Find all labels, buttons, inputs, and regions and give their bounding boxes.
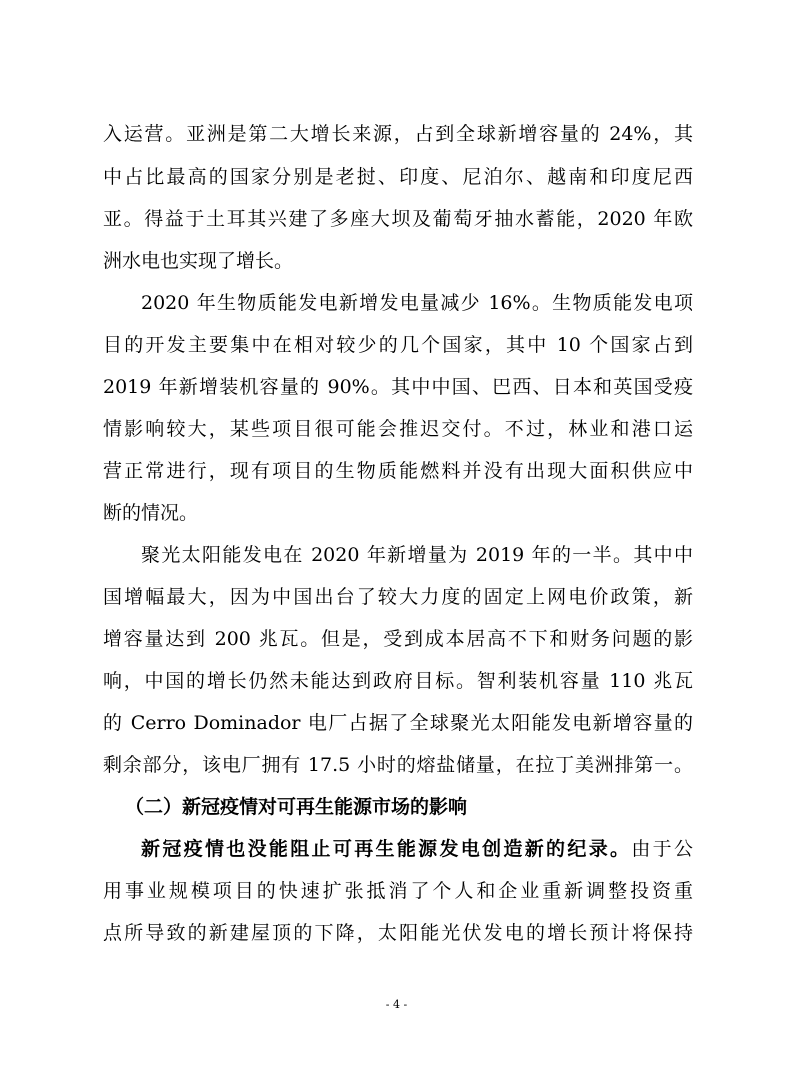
paragraph-2-line-5: 营正常进行，现有项目的生物质能燃料并没有出现大面积供应中 (103, 460, 693, 482)
final-paragraph-line-2: 用事业规模项目的快速扩张抵消了个人和企业重新调整投资重 (103, 880, 693, 902)
page-number: - 4 - (385, 998, 408, 1011)
final-paragraph-line-1 (141, 837, 693, 861)
final-paragraph-bold-lead: 新冠疫情也没能阻止可再生能源发电创造新的纪录。 (141, 838, 632, 860)
paragraph-2-line-2: 目的开发主要集中在相对较少的几个国家，其中 10 个国家占到 (103, 334, 693, 356)
paragraph-2-line-1: 2020 年生物质能发电新增发电量减少 16%。生物质能发电项 (141, 292, 693, 314)
paragraph-3-line-3: 增容量达到 200 兆瓦。但是，受到成本居高不下和财务问题的影 (103, 628, 693, 650)
final-paragraph-line-3: 点所导致的新建屋顶的下降，太阳能光伏发电的增长预计将保持 (103, 922, 693, 944)
paragraph-2-line-4: 情影响较大，某些项目很可能会推迟交付。不过，林业和港口运 (103, 418, 693, 440)
paragraph-1-line-1: 入运营。亚洲是第二大增长来源，占到全球新增容量的 24%，其 (103, 123, 693, 145)
paragraph-1-line-2: 中占比最高的国家分别是老挝、印度、尼泊尔、越南和印度尼西 (103, 166, 693, 188)
paragraph-3-line-6: 剩余部分，该电厂拥有 17.5 小时的熔盐储量，在拉丁美洲排第一。 (103, 754, 693, 776)
paragraph-3-line-5: 的 Cerro Dominador 电厂占据了全球聚光太阳能发电新增容量的 (103, 712, 693, 734)
paragraph-3-line-4: 响，中国的增长仍然未能达到政府目标。智利装机容量 110 兆瓦 (103, 670, 693, 692)
paragraph-2-line-6: 断的情况。 (103, 502, 199, 524)
section-heading: （二）新冠疫情对可再生能源市场的影响 (125, 796, 468, 818)
paragraph-1-line-3: 亚。得益于土耳其兴建了多座大坝及葡萄牙抽水蓄能，2020 年欧 (103, 208, 693, 230)
paragraph-3-line-1: 聚光太阳能发电在 2020 年新增量为 2019 年的一半。其中中 (141, 544, 693, 566)
final-paragraph-first-line-rest: 由于公 (631, 838, 693, 860)
paragraph-2-line-3: 2019 年新增装机容量的 90%。其中中国、巴西、日本和英国受疫 (103, 376, 693, 398)
paragraph-3-line-2: 国增幅最大，因为中国出台了较大力度的固定上网电价政策，新 (103, 586, 693, 608)
paragraph-1-line-4: 洲水电也实现了增长。 (103, 250, 294, 272)
